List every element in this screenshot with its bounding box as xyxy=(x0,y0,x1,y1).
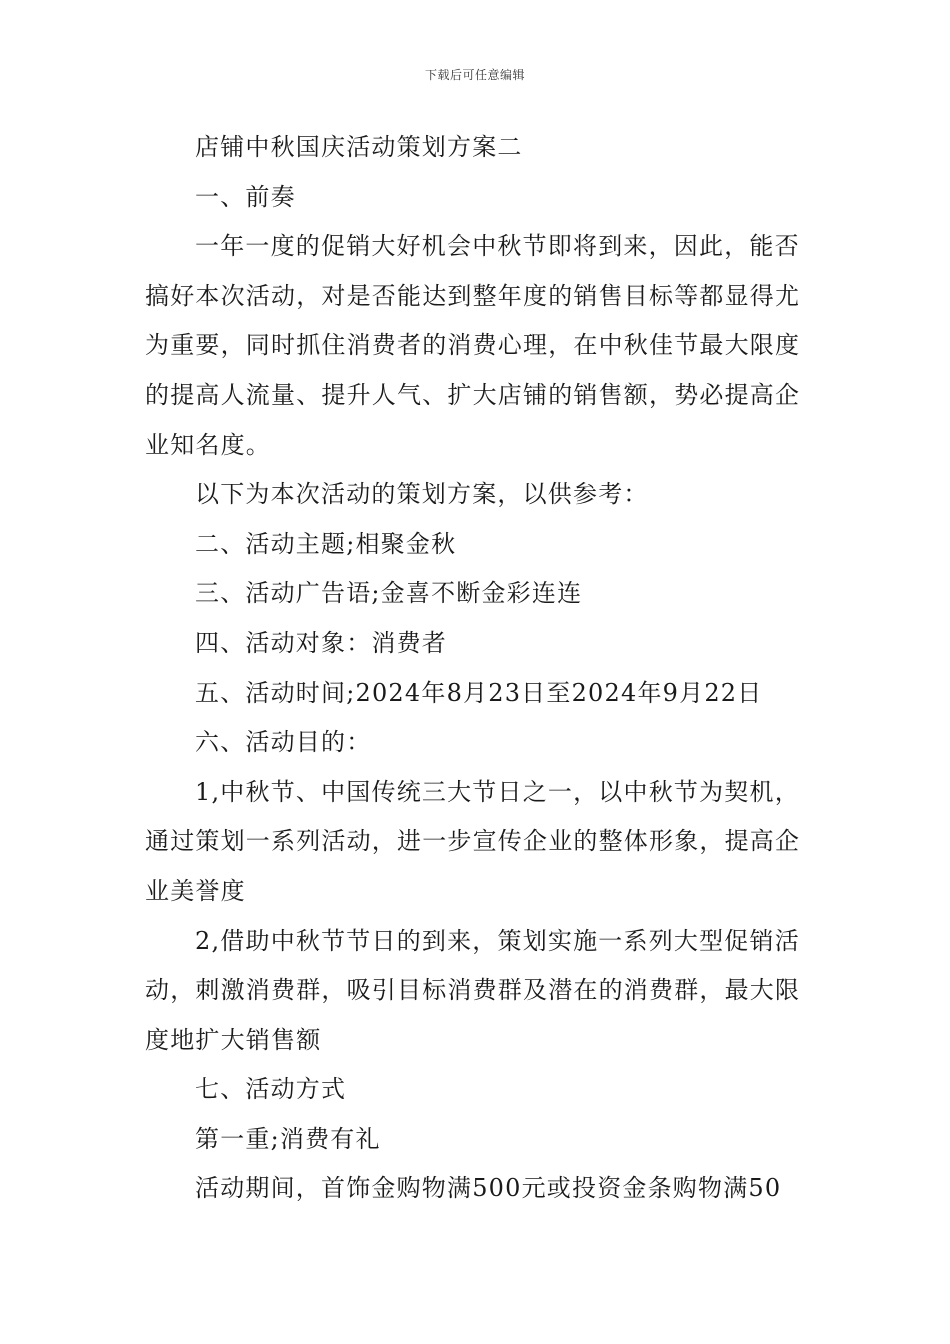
section-theme: 二、活动主题;相聚金秋 xyxy=(195,529,457,558)
document-body xyxy=(145,123,810,1214)
document-title: 店铺中秋国庆活动策划方案二 xyxy=(195,133,523,161)
purpose-item-1: 1,中秋节、中国传统三大节日之一，以中秋节为契机，通过策划一系列活动，进一步宣传企业的整体形象，提高企业美誉度 xyxy=(145,777,801,905)
section-slogan: 三、活动广告语;金喜不断金彩连连 xyxy=(195,579,583,608)
header-note: 下载后可任意编辑 xyxy=(424,68,525,82)
section-heading-prelude: 一、前奏 xyxy=(195,182,296,211)
purpose-item-2: 2,借助中秋节节日的到来，策划实施一系列大型促销活动，刺激消费群，吸引目标消费群及潜在的消费群，最大限度地扩大销售额 xyxy=(145,926,801,1054)
paragraph-plan-intro: 以下为本次活动的策划方案，以供参考： xyxy=(195,480,649,509)
section-audience: 四、活动对象：消费者 xyxy=(195,628,447,657)
method-first-detail: 活动期间，首饰金购物满500元或投资金条购物满50 xyxy=(195,1174,782,1203)
method-first: 第一重;消费有礼 xyxy=(195,1124,381,1153)
paragraph-intro: 一年一度的促销大好机会中秋节即将到来，因此，能否搞好本次活动，对是否能达到整年度的销售目标等都显得尤为重要，同时抓住消费者的消费心理，在中秋佳节最大限度的提高人流量、提升人气、扩大店铺的销售额，势必提高企业知名度。 xyxy=(145,232,801,459)
section-purpose: 六、活动目的： xyxy=(195,728,372,757)
section-time: 五、活动时间;2024年8月23日至2024年9月22日 xyxy=(195,678,763,707)
section-method: 七、活动方式 xyxy=(195,1075,347,1104)
